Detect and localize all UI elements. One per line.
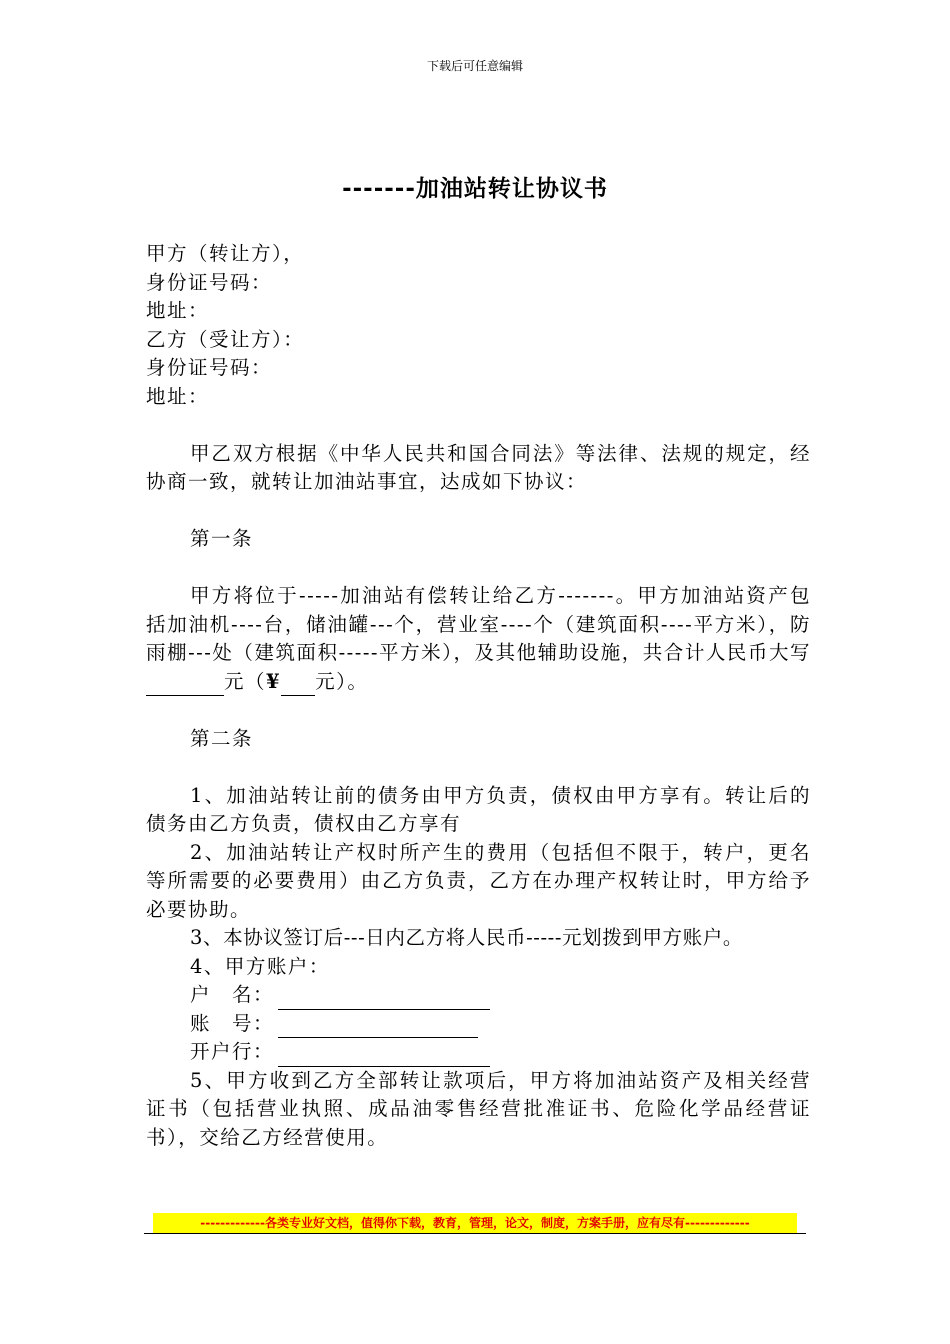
document-body [146,240,811,1152]
party-a-address: 地址： [146,299,210,322]
clause-1: 1、加油站转让前的债务由甲方负责，债权由甲方享有。转让后的债务由乙方负责，债权由乙方享有 [146,783,811,835]
account-number-label: 账 号： [190,1011,275,1035]
account-bank-row [146,1038,811,1067]
clause-5: 5、甲方收到乙方全部转让款项后，甲方将加油站资产及相关经营证书（包括营业执照、成品油零售经营批准证书、危险化学品经营证书），交给乙方经营使用。 [146,1068,811,1149]
party-b-id: 身份证号码： [146,356,273,379]
article-1-yuan: 元（ [224,669,267,693]
article-1-text: 甲方将位于-----加油站有偿转让给乙方-------。甲方加油站资产包括加油机----台，储油罐---个，营业室----个（建筑面积----平方米），防雨棚---处（建筑面积-----平方米），及其他辅助设施，共合计人民币大写 [146,584,811,664]
article-1-end: 元）。 [315,669,369,693]
spacer [146,753,811,782]
party-b-address: 地址： [146,384,210,408]
amount-words-blank[interactable] [146,673,224,696]
document-title: -------加油站转让协议书 [342,176,608,202]
article-1-paragraph [146,582,811,696]
account-name-label: 户 名： [190,983,275,1006]
account-name-blank[interactable] [278,987,490,1010]
account-name-row [146,981,811,1010]
spacer [146,554,811,583]
clause-4: 4、甲方账户： [190,954,330,978]
spacer [146,497,811,526]
account-bank-blank[interactable] [278,1044,490,1067]
party-a-id: 身份证号码： [146,270,273,294]
spacer [146,411,811,440]
page-header-note: 下载后可任意编辑 [426,59,523,73]
spacer [146,696,811,725]
yen-symbol: ¥ [266,669,282,693]
footer-divider [144,1233,806,1234]
party-a: 甲方（转让方）， [146,242,305,265]
account-bank-label: 开户行： [190,1040,275,1063]
intro-paragraph: 甲乙双方根据《中华人民共和国合同法》等法律、法规的规定，经协商一致，就转让加油站事宜，达成如下协议： [146,441,811,493]
account-number-row [146,1010,811,1039]
clause-2: 2、加油站转让产权时所产生的费用（包括但不限于，转户，更名等所需要的必要费用）由乙方负责，乙方在办理产权转让时，甲方给予必要协助。 [146,840,811,921]
article-2-heading: 第二条 [190,726,254,750]
clause-3: 3、本协议签订后---日内乙方将人民币-----元划拨到甲方账户。 [190,926,743,949]
amount-number-blank[interactable] [281,673,315,696]
party-b: 乙方（受让方）： [146,327,305,351]
footer-banner: -------------各类专业好文档，值得你下载，教育，管理，论文，制度，方案手册，应有尽有------------- [153,1213,797,1233]
article-1-heading: 第一条 [190,527,254,550]
account-number-blank[interactable] [278,1015,478,1038]
